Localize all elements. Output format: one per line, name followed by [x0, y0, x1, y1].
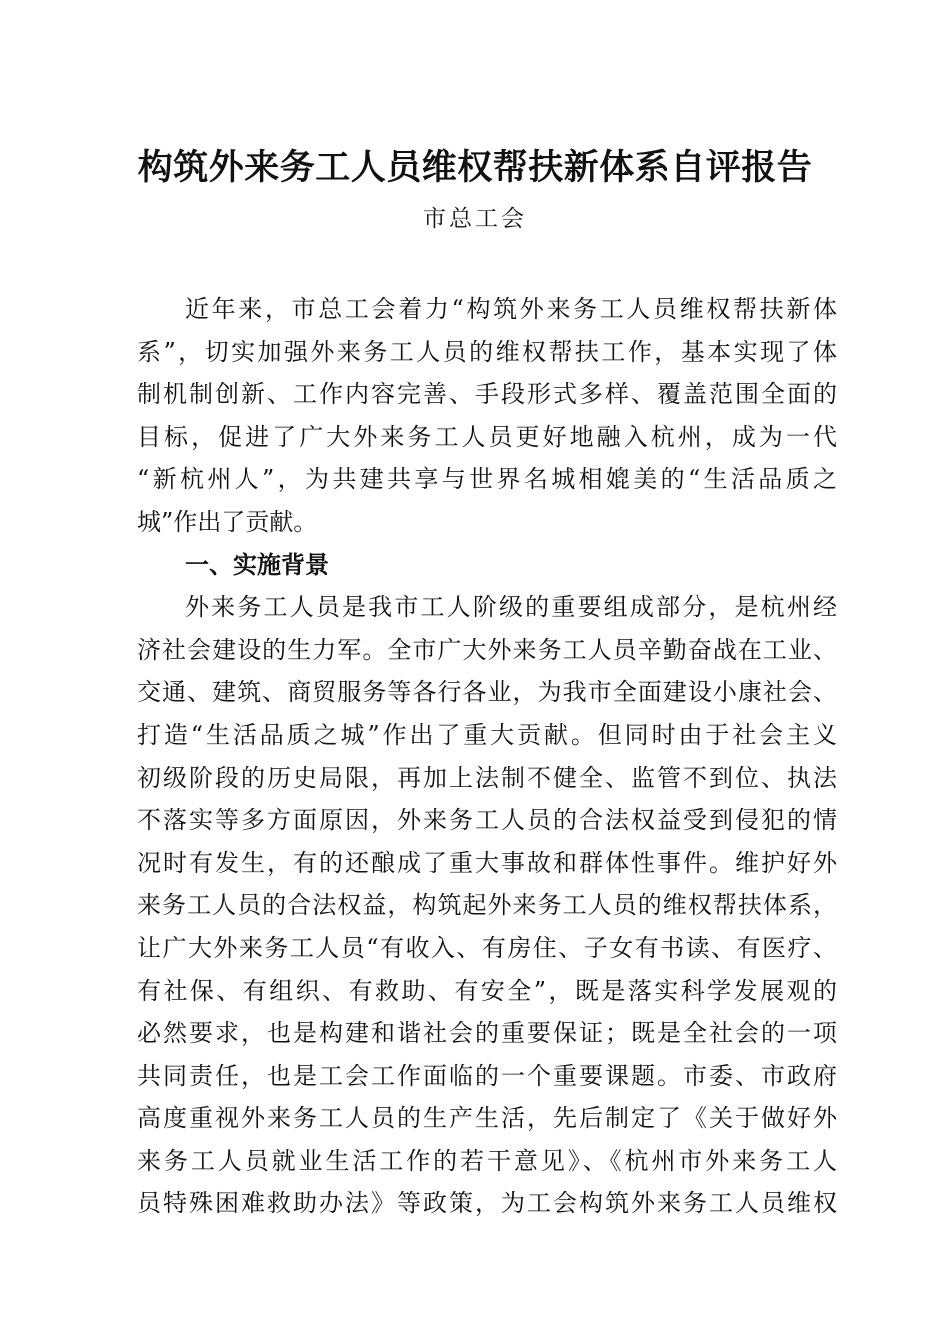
document-body	[137, 288, 837, 1225]
paragraph-line: 系”，切实加强外来务工人员的维权帮扶工作，基本实现了体	[137, 337, 837, 366]
paragraph-line: 来务工人员就业生活工作的若干意见》、《杭州市外来务工人	[137, 1146, 837, 1175]
document-title: 构筑外来务工人员维权帮扶新体系自评报告	[137, 147, 813, 188]
paragraph-line: 制机制创新、工作内容完善、手段形式多样、覆盖范围全面的	[137, 380, 837, 409]
paragraph-line: 必然要求，也是构建和谐社会的重要保证；既是全社会的一项	[137, 1019, 837, 1048]
paragraph-line: 初级阶段的历史局限，再加上法制不健全、监管不到位、执法	[137, 763, 837, 792]
paragraph-line: 目标，促进了广大外来务工人员更好地融入杭州，成为一代	[137, 422, 837, 451]
paragraph-line: 况时有发生，有的还酿成了重大事故和群体性事件。维护好外	[137, 848, 837, 877]
document-author: 市总工会	[423, 206, 527, 232]
paragraph-line: 有社保、有组织、有救助、有安全”，既是落实科学发展观的	[137, 976, 837, 1005]
paragraph-line: 济社会建设的生力军。全市广大外来务工人员辛勤奋战在工业、	[137, 635, 837, 664]
paragraph-line: 员特殊困难救助办法》等政策，为工会构筑外来务工人员维权	[137, 1189, 837, 1218]
paragraph-line: 城”作出了贡献。	[137, 507, 318, 536]
paragraph-line: 打造“生活品质之城”作出了重大贡献。但同时由于社会主义	[137, 720, 837, 749]
paragraph-line: 让广大外来务工人员“有收入、有房住、子女有书读、有医疗、	[137, 933, 837, 962]
paragraph-line: 来务工人员的合法权益，构筑起外来务工人员的维权帮扶体系，	[137, 891, 837, 920]
paragraph-line: 共同责任，也是工会工作面临的一个重要课题。市委、市政府	[137, 1061, 837, 1090]
paragraph-line: 不落实等多方面原因，外来务工人员的合法权益受到侵犯的情	[137, 806, 837, 835]
section-heading: 一、实施背景	[185, 550, 329, 579]
paragraph-line: “新杭州人”，为共建共享与世界名城相媲美的“生活品质之	[137, 465, 837, 494]
paragraph-line: 交通、建筑、商贸服务等各行各业，为我市全面建设小康社会、	[137, 678, 837, 707]
paragraph-line: 近年来，市总工会着力“构筑外来务工人员维权帮扶新体	[185, 295, 837, 323]
paragraph-line: 高度重视外来务工人员的生产生活，先后制定了《关于做好外	[137, 1104, 837, 1133]
paragraph-line: 外来务工人员是我市工人阶级的重要组成部分，是杭州经	[185, 593, 837, 622]
